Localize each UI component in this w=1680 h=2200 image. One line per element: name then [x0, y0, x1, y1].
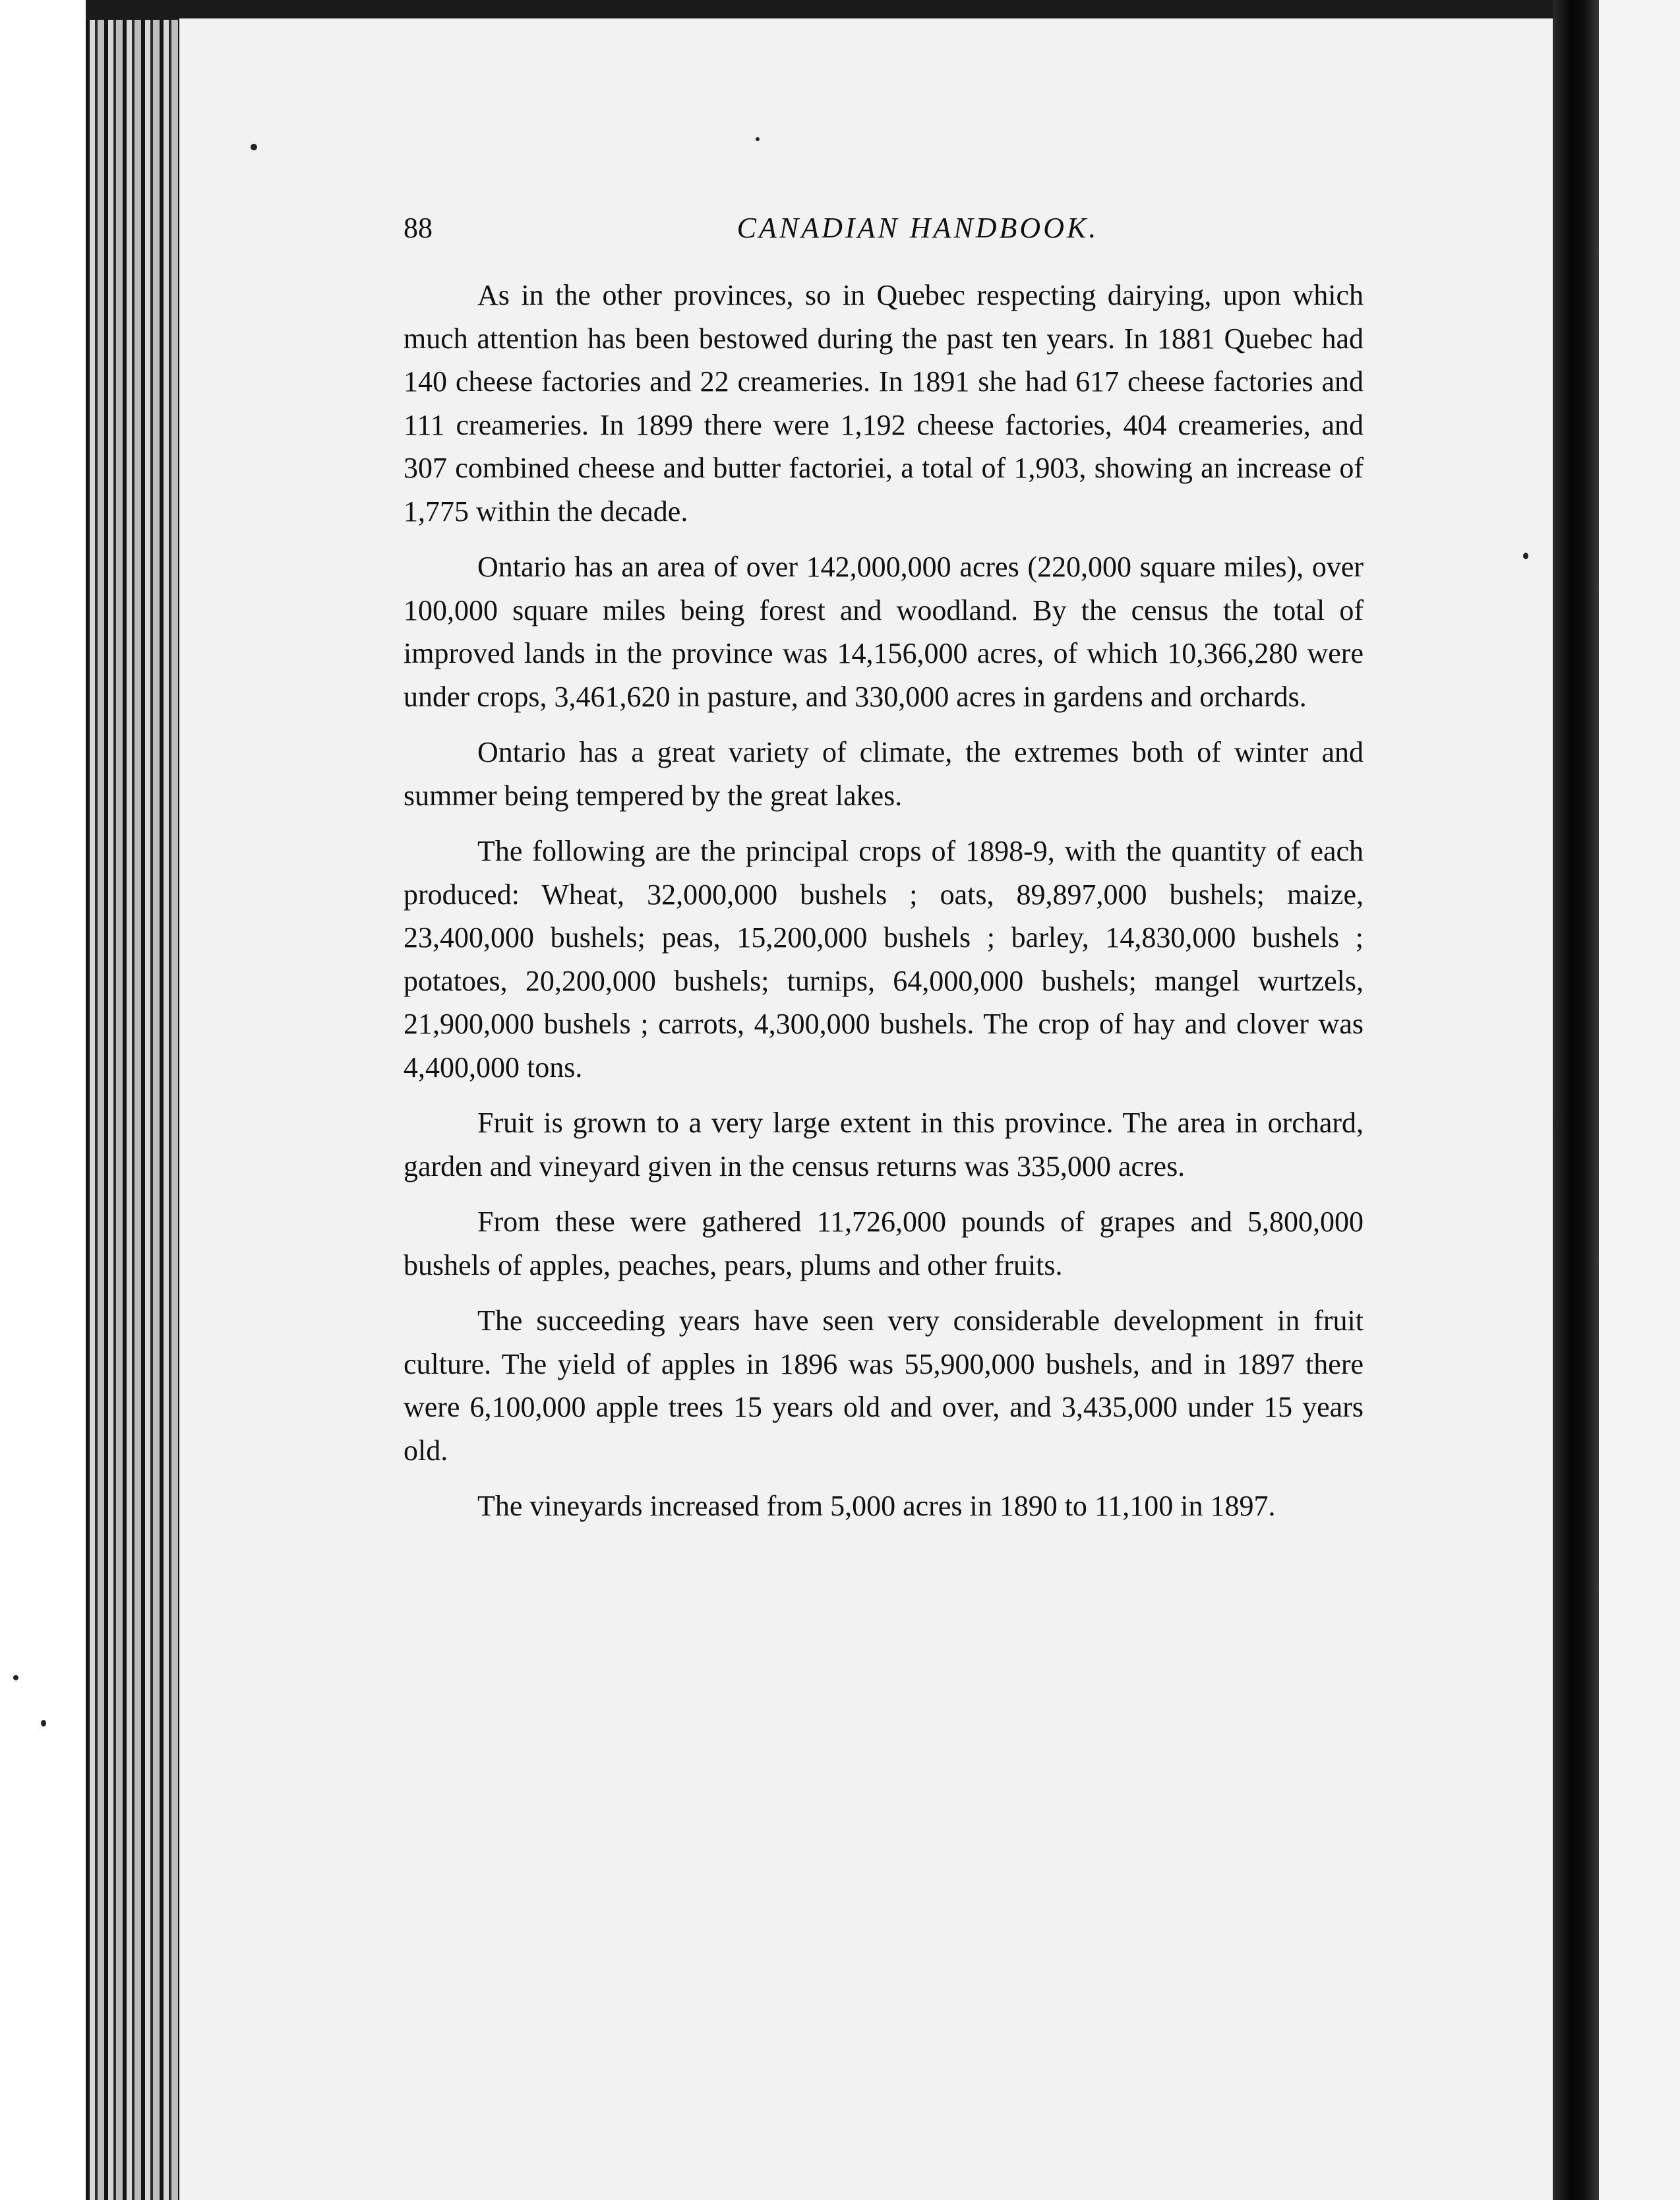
running-head — [404, 211, 1366, 251]
paragraph-fruit: Fruit is grown to a very large extent in this province. The area in orchard, garden and vineyard given in the census returns was 335,000 acres. — [404, 1107, 1364, 1182]
facing-page-edge — [1599, 0, 1680, 2200]
paragraph-principal-crops: The following are the principal crops of 1898-9, with the quantity of each produced: Wheat, 32,000,000 bushels ; oats, 89,897,000 bushels; maize, 23,400,000 bushels; peas, 15,200,000 bushels ; barley, 14,830,000 bushels ; potatoes, 20,200,000 bushels; turnips, 64,000,000 bushels; mangel wurtzels, 21,900,000 bushels ; carrots, 4,300,000 bushels. The crop of hay and clover was 4,400,000 tons. — [404, 835, 1364, 1084]
paragraph-ontario-area: Ontario has an area of over 142,000,000 acres (220,000 square miles), over 100,000 square miles being forest and woodland. By the census the total of improved lands in the province was 14,156,000 acres, of which 10,366,280 were under crops, 3,461,620 in pasture, and 330,000 acres in gardens and orchards. — [404, 551, 1364, 713]
paragraph-vineyards: The vineyards increased from 5,000 acres in 1890 to 11,100 in 1897. — [477, 1490, 1276, 1522]
dust-speck — [756, 137, 760, 141]
dust-speck — [13, 1675, 18, 1680]
dust-speck — [1523, 553, 1528, 559]
paragraph-quebec-dairying: As in the other provinces, so in Quebec respecting dairying, upon which much attention has been bestowed during the past ten years. In 1881 Quebec had 140 cheese factories and 22 creameries. In 1891 she had 617 cheese factories and 111 creameries. In 1899 there were 1,192 cheese factories, 404 creameries, and 307 combined cheese and butter factoriei, a total of 1,903, showing an increase of 1,775 within the decade. — [404, 279, 1364, 528]
dust-speck — [41, 1720, 46, 1726]
paragraph-grapes-apples: From these were gathered 11,726,000 pounds of grapes and 5,800,000 bushels of apples, peaches, pears, plums and other fruits. — [404, 1206, 1364, 1281]
body-text — [404, 274, 1364, 1541]
book-page-edges — [86, 0, 181, 2200]
dust-speck — [1555, 1118, 1559, 1126]
dust-speck — [251, 144, 257, 150]
running-title: CANADIAN HANDBOOK. — [736, 212, 1099, 244]
page-number: 88 — [404, 212, 433, 244]
book-gutter — [1553, 0, 1599, 2200]
scan-top-shadow — [86, 0, 1556, 20]
paragraph-ontario-climate: Ontario has a great variety of climate, the extremes both of winter and summer being tempered by the great lakes. — [404, 736, 1364, 812]
paragraph-fruit-culture: The succeeding years have seen very considerable development in fruit culture. The yield of apples in 1896 was 55,900,000 bushels, and in 1897 there were 6,100,000 apple trees 15 years old and over, and 3,435,000 under 15 years old. — [404, 1304, 1364, 1467]
